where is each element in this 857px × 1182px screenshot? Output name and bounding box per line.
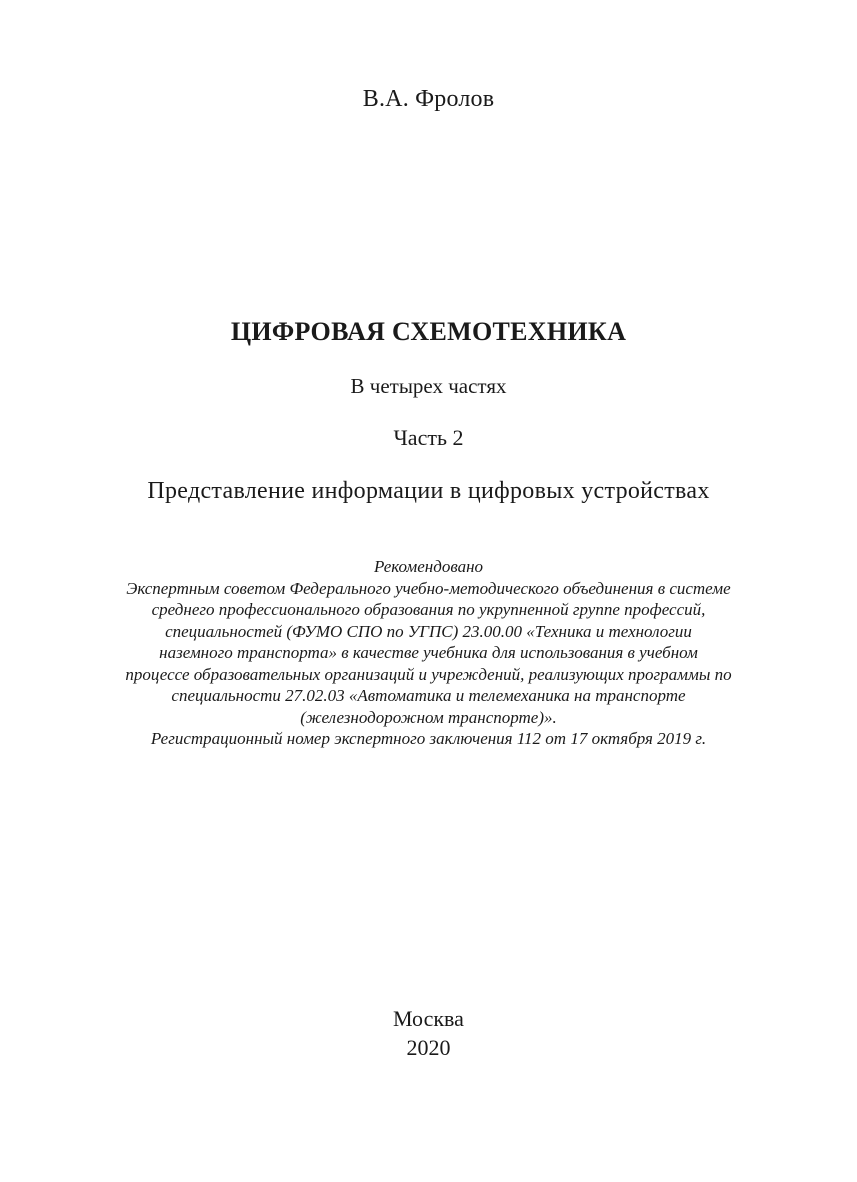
recommendation-line: процессе образовательных организаций и учреждений, реализующих программы по [125,664,732,684]
publication-year: 2020 [406,1035,451,1060]
book-subtitle: В четырех частях [350,374,507,398]
recommendation-block [0,556,857,750]
recommendation-line: (железнодорожном транспорте)». [300,707,557,727]
recommendation-line: наземного транспорта» в качестве учебника для использования в учебном [159,643,698,662]
recommendation-line: среднего профессионального образования по укрупненной группе профессий, [151,600,706,619]
part-number: Часть 2 [393,425,464,450]
publication-city: Москва [393,1006,464,1031]
registration-number: Регистрационный номер экспертного заключения 112 от 17 октября 2019 г. [150,729,707,748]
recommendation-heading: Рекомендовано [373,557,484,576]
recommendation-line: специальностей (ФУМО СПО по УГПС) 23.00.00 «Техника и технологии [165,621,692,641]
author-name: В.А. Фролов [362,86,495,112]
part-topic: Представление информации в цифровых устройствах [147,478,710,504]
recommendation-line: специальности 27.02.03 «Автоматика и телемеханика на транспорте [171,686,686,705]
recommendation-line: Экспертным советом Федерального учебно-методического объединения в системе [126,578,731,598]
book-title: ЦИФРОВАЯ СХЕМОТЕХНИКА [230,317,627,346]
